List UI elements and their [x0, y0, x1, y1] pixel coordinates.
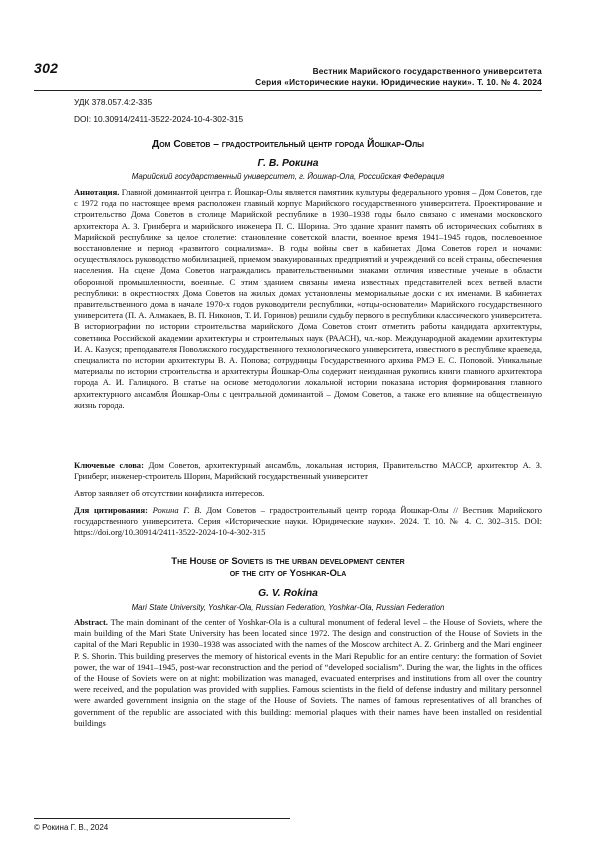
affiliation-ru: Марийский государственный университет, г. Йошкар-Ола, Российская Федерация: [34, 172, 542, 181]
journal-header: [122, 66, 542, 88]
keywords-ru-text: Дом Советов, архитектурный ансамбль, локальная история, Правительство МАССР, архитектор А. З. Гринберг, инженер-строитель Шорин, Марийский государственный университет: [74, 460, 542, 481]
author-ru: Г. В. Рокина: [34, 158, 542, 169]
citation-text: Дом Советов – градостроительный центр города Йошкар-Олы // Вестник Марийского государственного университета. Серия «Исторические науки. Юридические науки». 2024. Т. 10. № 4. С. 302–315. DOI: https://doi.org/10.30914/2411-3522-2024-10-4-302-315: [74, 505, 542, 537]
udc-code: УДК 378.057.4:2-335: [74, 97, 152, 107]
journal-series: Серия «Исторические науки. Юридические науки». Т. 10. № 4. 2024: [122, 77, 542, 88]
abstract-ru: [74, 187, 542, 411]
abstract-en-label: Abstract.: [74, 617, 108, 627]
copyright-note: © Рокина Г. В., 2024: [34, 823, 108, 832]
abstract-en: [74, 617, 542, 729]
page-number: 302: [34, 60, 58, 76]
header-divider: [34, 90, 542, 91]
title-en-line1: The House of Soviets is the urban development center: [34, 556, 542, 568]
article-title-en: [34, 556, 542, 580]
keywords-ru-label: Ключевые слова:: [74, 460, 144, 470]
author-en: G. V. Rokina: [34, 588, 542, 599]
conflict-statement: Автор заявляет об отсутствии конфликта интересов.: [74, 488, 542, 499]
citation-author: Рокина Г. В.: [153, 505, 202, 515]
citation-label: Для цитирования:: [74, 505, 148, 515]
affiliation-en: Mari State University, Yoshkar-Ola, Russian Federation, Yoshkar-Ola, Russian Federation: [34, 603, 542, 612]
journal-title: Вестник Марийского государственного университета: [122, 66, 542, 77]
keywords-ru: [74, 460, 542, 482]
article-title-ru: Дом Советов – градостроительный центр города Йошкар-Олы: [34, 139, 542, 150]
footer-divider: [34, 818, 290, 819]
abstract-ru-label: Аннотация.: [74, 187, 119, 197]
title-en-line2: of the city of Yoshkar-Ola: [34, 568, 542, 580]
doi-line: DOI: 10.30914/2411-3522-2024-10-4-302-315: [74, 114, 243, 124]
abstract-en-text: The main dominant of the center of Yoshkar-Ola is a cultural monument of federal level – the House of Soviets, where the main building of the Mari State University has been located since 1972. The design and construction of the House of Soviets in the capital of the Mari Republic in 1930–1938 was associated with the names of the Moscow architect A. Z. Grinberg and the Mari engineer P. S. Shorin. This building preserves the memory of historical events in the Mari Republic for an entire century: the formation of Soviet power, the war of 1941–1945, post-war reconstruction and the period of “developed socialism”. During the war, the lights in the offices of the House of Soviets were on at night: mobilization was managed, evacuated enterprises and institutions from all over the country were received, and the population was provided with supplies. Famous scientists in the field of defense industry and military personnel were awarded government insignia on the stage of the House of Soviets. The names of famous representatives of all branches of government of the republic are associated with this building: memorial plaques with their names have been installed on residential buildings: [74, 617, 542, 728]
citation-block: [74, 505, 542, 539]
abstract-ru-text: Главной доминантой центра г. Йошкар-Олы является памятник культуры федерального уровня – Дом Советов, где с 1972 года по настоящее время расположен главный корпус Марийского государственного университета. Проектирование и строительство Дома Советов в столице Марийской республике в 1930–1938 годы было связано с именами московского архитектора А. З. Гринберга и марийского инженера П. С. Шорина. Это здание хранит память об исторических событиях в Марийской республике за целое столетие: становление советской власти, военное время 1941–1945 годов, послевоенное восстановление и период «развитого социализма». В годы войны свет в кабинетах Дома Советов горел и ночами: осуществлялось руководство мобилизацией, приемом эвакуированных предприятий и учреждений со всей страны, обеспечения населения. На сцене Дома Советов награждались правительственными знаками отличия известные ученые в области оборонной промышленности, военные. С этим зданием связаны имена известных представителей всех ветвей власти республики: в окрестностях Дома Советов на жилых домах установлены мемориальные доски с их именами. В кабинетах правительственного дома в начале 1970-х годов руководители республики, «отцы-основатели» Марийского государственного университета (П. А. Алмакаев, В. П. Никонов, Т. И. Горинов) решили судьбу первого в республики классического университета. В историографии по истории строительства марийского Дома Советов стоит отметить работы кандидата архитектуры, советника Российской академии архитектуры и строительных наук (РААСН), чл.-кор. Международной академии архитектуры И. А. Казуся; преподавателя Поволжского государственного технологического университета, известного в республике краеведа, специалиста по истории архитектуры В. А. Попова; сотрудницы Государственного архива РМЭ Е. С. Поповой. Уникальные материалы по истории строительства и архитектуры Йошкар-Олы содержит неизданная рукопись книги главного архитектора города А. И. Галицкого. В статье на основе методологии локальной истории показана история формирования главного архитектурного ансамбля Йошкар-Олы с центральной доминантой – Домом Советов, а также его влияние на общественную жизнь города.: [74, 187, 542, 410]
